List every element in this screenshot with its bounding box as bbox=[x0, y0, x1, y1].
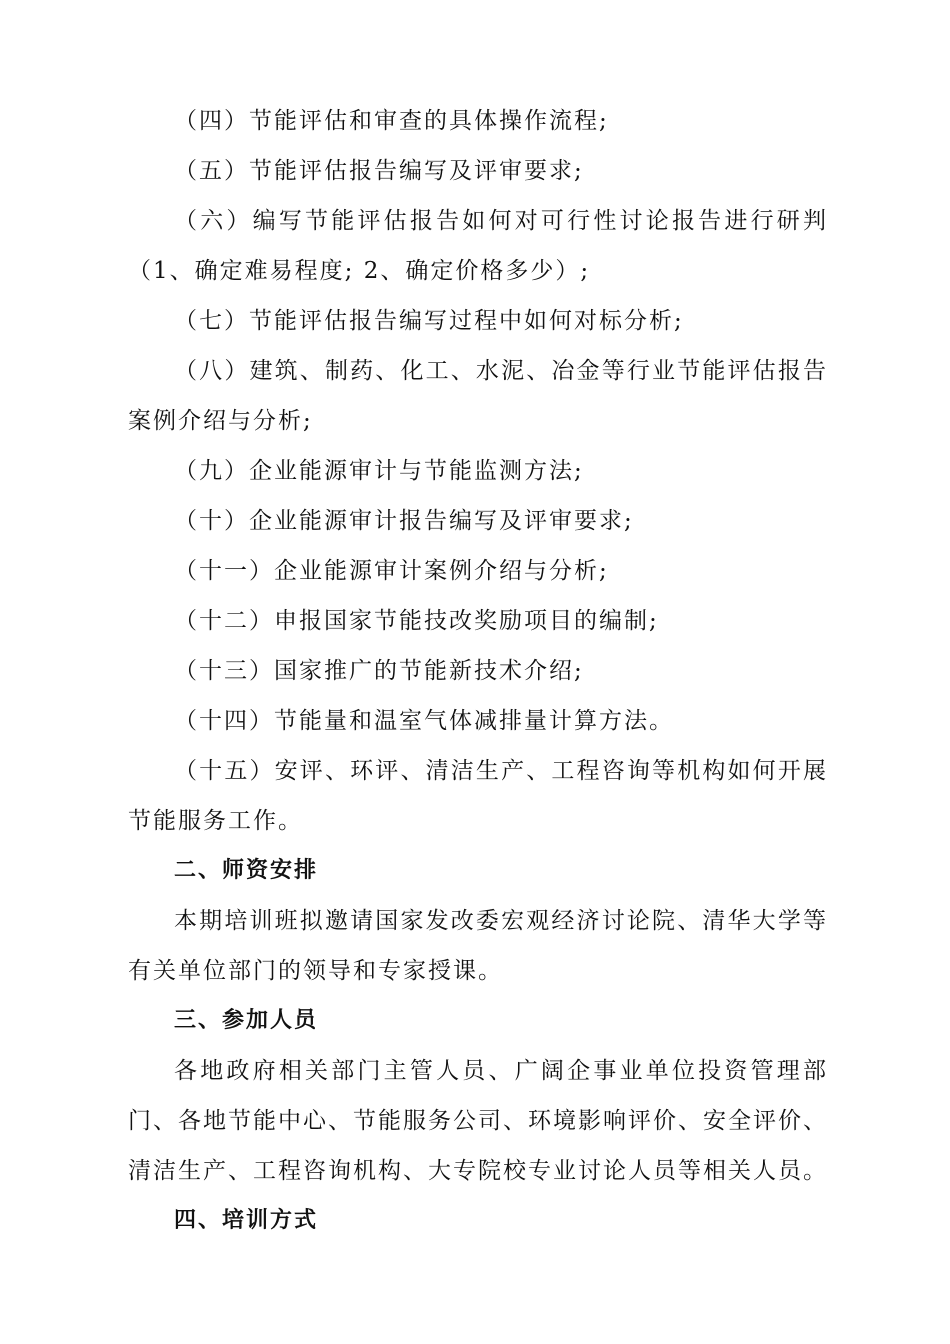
list-item-8: （八）建筑、制药、化工、水泥、冶金等行业节能评估报告案例介绍与分析; bbox=[128, 358, 828, 434]
list-item-14: （十四）节能量和温室气体减排量计算方法。 bbox=[174, 708, 674, 734]
section-heading-participants: 三、参加人员 bbox=[174, 1008, 319, 1033]
list-item-7: （七）节能评估报告编写过程中如何对标分析; bbox=[174, 308, 684, 334]
list-item-11: （十一）企业能源审计案例介绍与分析; bbox=[174, 558, 609, 584]
list-item-10: （十）企业能源审计报告编写及评审要求; bbox=[174, 508, 634, 534]
section-body-faculty: 本期培训班拟邀请国家发改委宏观经济讨论院、清华大学等有关单位部门的领导和专家授课。 bbox=[128, 908, 828, 984]
section-heading-faculty: 二、师资安排 bbox=[174, 858, 319, 883]
list-item-15: （十五）安评、环评、清洁生产、工程咨询等机构如何开展节能服务工作。 bbox=[128, 758, 828, 834]
document-body bbox=[128, 96, 828, 1246]
section-heading-training-method: 四、培训方式 bbox=[174, 1208, 319, 1233]
list-item-9: （九）企业能源审计与节能监测方法; bbox=[174, 458, 584, 484]
list-item-6: （六）编写节能评估报告如何对可行性讨论报告进行研判（1、确定难易程度; 2、确定价格多少）; bbox=[128, 208, 828, 284]
list-item-13: （十三）国家推广的节能新技术介绍; bbox=[174, 658, 584, 684]
list-item-5: （五）节能评估报告编写及评审要求; bbox=[174, 158, 584, 184]
list-item-4: （四）节能评估和审查的具体操作流程; bbox=[174, 108, 609, 134]
section-body-participants: 各地政府相关部门主管人员、广阔企事业单位投资管理部门、各地节能中心、节能服务公司、环境影响评价、安全评价、清洁生产、工程咨询机构、大专院校专业讨论人员等相关人员。 bbox=[128, 1058, 828, 1184]
list-item-12: （十二）申报国家节能技改奖励项目的编制; bbox=[174, 608, 659, 634]
